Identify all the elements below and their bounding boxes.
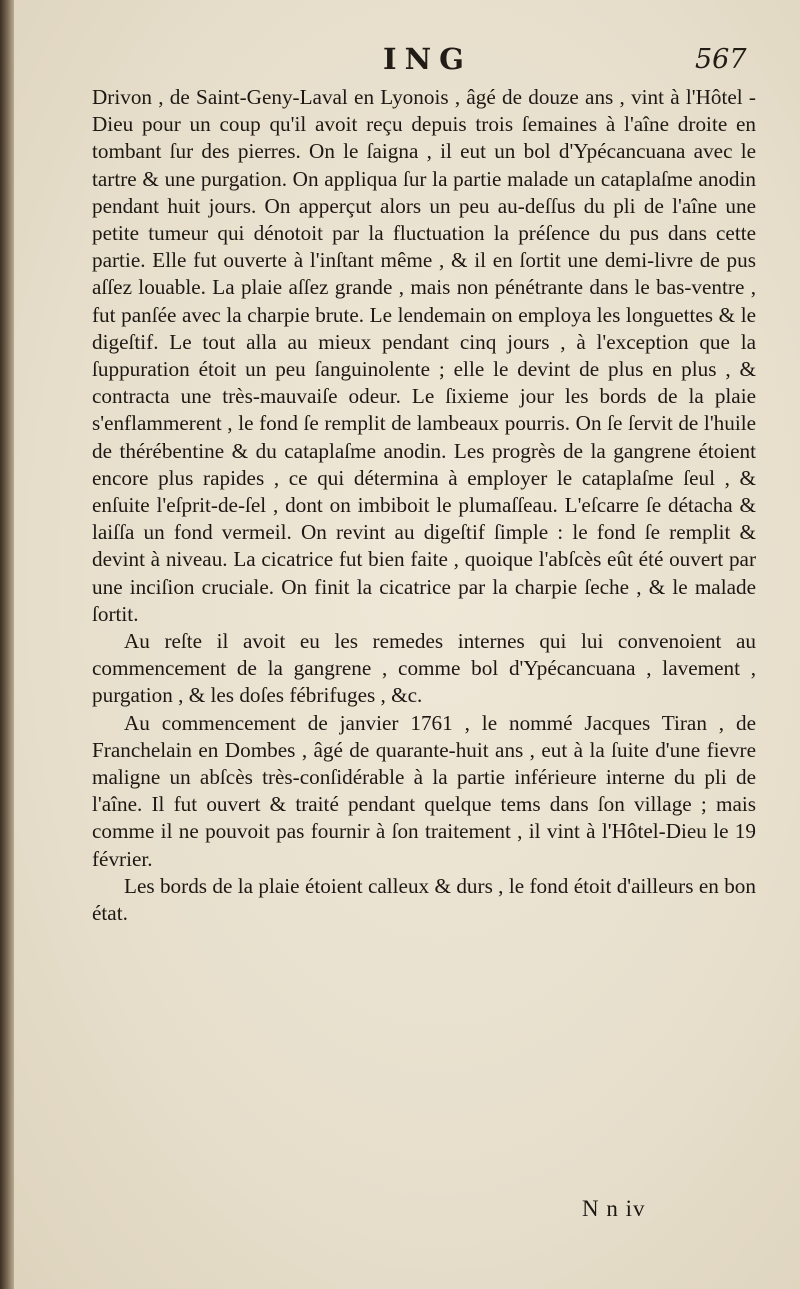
page-number: 567 [695,44,747,75]
paragraph-continuation: Drivon , de Saint-Geny-Laval en Lyonois , âgé de douze ans , vint à l'Hôtel - Dieu pour un coup qu'il avoit reçu depuis trois ſemaines à l'aîne droite en tombant ſur des pierres. On le ſaigna , il eut un bol d'Ypécancuana avec le tartre & une purgation. On appliqua ſur la partie malade un cataplaſme anodin pendant huit jours. On apperçut alors un peu au-deſſus du pli de l'aîne une petite tumeur qui dénotoit par la fluctuation la préſence du pus dans cette partie. Elle fut ouverte à l'inſtant même , & il en ſortit une demi-livre de pus aſſez louable. La plaie aſſez grande , mais non pénétrante dans le bas-ventre , fut panſée avec la charpie brute. Le lendemain on employa les longuettes & le digeſtif. Le tout alla au mieux pendant cinq jours , à l'exception que la ſuppuration étoit un peu ſanguinolente ; elle le devint de plus en plus , & contracta une très-mauvaiſe odeur. Le ſixieme jour les bords de la plaie s'enflammerent , le fond ſe remplit de lambeaux pourris. On ſe ſervit de l'huile de thérébentine & du cataplaſme anodin. Les progrès de la gangrene étoient encore plus rapides , ce qui détermina à employer le cataplaſme ſeul , & enſuite l'eſprit-de-ſel , dont on imbiboit le plumaſſeau. L'eſcarre ſe détacha & laiſſa un fond vermeil. On revint au digeſtif ſimple : le fond ſe remplit & devint à niveau. La cicatrice fut bien faite , quoique l'abſcès eût été ouvert par une inciſion cruciale. On finit la cicatrice par la charpie ſeche , & le malade ſortit. [92,85,756,626]
page-binding-edge [0,0,14,1289]
running-head: ING [383,42,472,76]
body-text [92,84,756,927]
page-header [0,34,800,84]
paragraph: Les bords de la plaie étoient calleux & durs , le fond étoit d'ailleurs en bon état. [92,873,756,926]
signature-mark: N n iv [582,1196,646,1221]
paragraph: Au reſte il avoit eu les remedes internes qui lui convenoient au commencement de la gangrene , comme bol d'Ypécancuana , lavement , purgation , & les doſes fébrifuges , &c. [92,629,756,708]
paragraph: Au commencement de janvier 1761 , le nommé Jacques Tiran , de Franchelain en Dombes , âgé de quarante-huit ans , eut à la ſuite d'une fievre maligne un abſcès très-conſidérable à la partie inférieure interne du pli de l'aîne. Il fut ouvert & traité pendant quelque tems dans ſon village ; mais comme il ne pouvoit pas fournir à ſon traitement , il vint à l'Hôtel-Dieu le 19 février. [92,710,756,871]
